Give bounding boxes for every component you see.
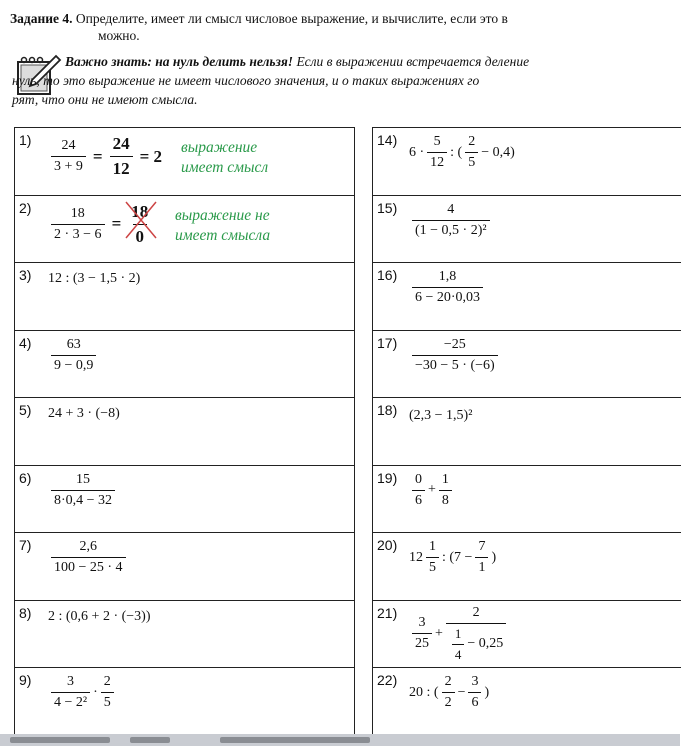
exercise-cell-9 [15,667,354,735]
exercise-cell-6 [15,465,354,533]
exercise-cell-2 [15,195,354,263]
fraction: $\frac{18}{2 \cdot 3 - 6}$ [51,206,105,243]
answer-text: выражение имеет смысл [181,139,269,176]
horizontal-scrollbar[interactable] [0,734,680,746]
expression: (2,3 − 1,5)² [409,408,473,423]
expression: 24 + 3 · (−8) [48,406,120,421]
exercise-cell-1 [15,127,354,195]
exercise-cell-17 [373,330,681,398]
expression: 20 : ( 2 2 − $\frac{3}{6}$ ) [409,674,490,710]
expression: $\frac{18}{2 \cdot 3 - 6}$ = $\frac{18}{0}$ [48,202,154,247]
exercise-cell-7 [15,532,354,600]
expression: 63 9 − 0,9 [48,337,99,374]
exercise-cell-3 [15,262,354,330]
exercise-cell-5 [15,397,354,465]
item-number: 21) [377,604,398,621]
expression: −25 −30 − 5 · (−6) [409,337,501,374]
expression: 12 1 5 : (7 − $\frac{7}{1}$ ) [409,539,497,575]
exercise-cell-19 [373,465,681,533]
exercise-cell-16 [373,262,681,330]
cross-out-mark [122,198,162,242]
item-number: 7) [19,537,32,553]
expression: 4 (1 − 0,5 · 2)² [409,202,493,239]
answer-text: выражение не имеет смысла [175,206,271,244]
exercise-column-right [372,127,681,735]
task-label: Задание 4. [10,11,73,26]
scrollbar-segment [130,737,170,743]
note-block [10,48,680,120]
expression: $\frac{24}{3 + 9}$ = $\frac{24}{12}$ = 2 [48,134,162,179]
item-number: 15) [377,199,398,216]
item-number: 1) [19,132,32,148]
item-number: 3) [19,267,32,283]
expression: 2,6 100 − 25 · 4 [48,539,129,576]
task-text-cont: можно. [98,28,140,43]
note-line3: рят, что они не имеют смысла. [12,92,198,107]
item-number: 20) [377,537,398,553]
expression: 2 : (0,6 + 2 · (−3)) [48,608,151,624]
exercise-cell-21 [373,600,681,668]
note-line2: нуль, то это выражение не имеет числового значения, и о таких выражениях го [12,73,480,88]
item-number: 16) [377,267,398,283]
expression: 3 4 − 2² · 2 5 [48,674,117,711]
note-lead: Важно знать: на нуль делить нельзя! [65,54,294,69]
fraction: $\frac{24}{3 + 9}$ [51,138,86,175]
item-number: 17) [377,334,398,351]
scrollbar-thumb[interactable] [10,737,110,743]
note-line1: Если в выражении встречается деление [293,54,530,69]
scrollbar-segment [220,737,370,743]
item-number: 18) [377,402,398,418]
exercise-column-left [14,127,355,735]
task-header [10,10,680,44]
expression: 0 6 + $\frac{1}{8}$ [409,472,455,509]
exercise-cell-20 [373,532,681,600]
exercise-cell-22 [373,667,681,735]
item-number: 5) [19,402,32,418]
fraction-bold: $\frac{24}{12}$ [110,134,133,179]
exercise-cell-8 [15,600,354,668]
expression: 3 25 + 2 1 4 − 0,25 [409,605,509,663]
fraction-crossed: $\frac{18}{0}$ [128,202,151,247]
item-number: 2) [19,199,32,216]
expression: 12 : (3 − 1,5 · 2) [48,271,141,286]
item-number: 22) [377,672,398,688]
exercise-cell-15 [373,195,681,263]
exercise-cell-4 [15,330,354,398]
expression: 6 · 5 12 : ( 2 5 − 0,4) [409,134,515,170]
exercise-cell-18 [373,397,681,465]
item-number: 8) [19,604,32,621]
expression: 1,8 6 − 20·0,03 [409,269,486,306]
complex-fraction: 2 1 4 − 0,25 [446,605,506,663]
exercise-cell-14 [373,127,681,195]
expression: 15 8·0,4 − 32 [48,472,118,509]
item-number: 19) [377,469,398,486]
note-text [12,52,685,109]
item-number: 14) [377,132,398,148]
item-number: 4) [19,334,32,351]
task-text: Определите, имеет ли смысл числовое выражение, и вычислите, если это в [75,11,508,26]
item-number: 9) [19,672,32,688]
item-number: 6) [19,469,32,486]
